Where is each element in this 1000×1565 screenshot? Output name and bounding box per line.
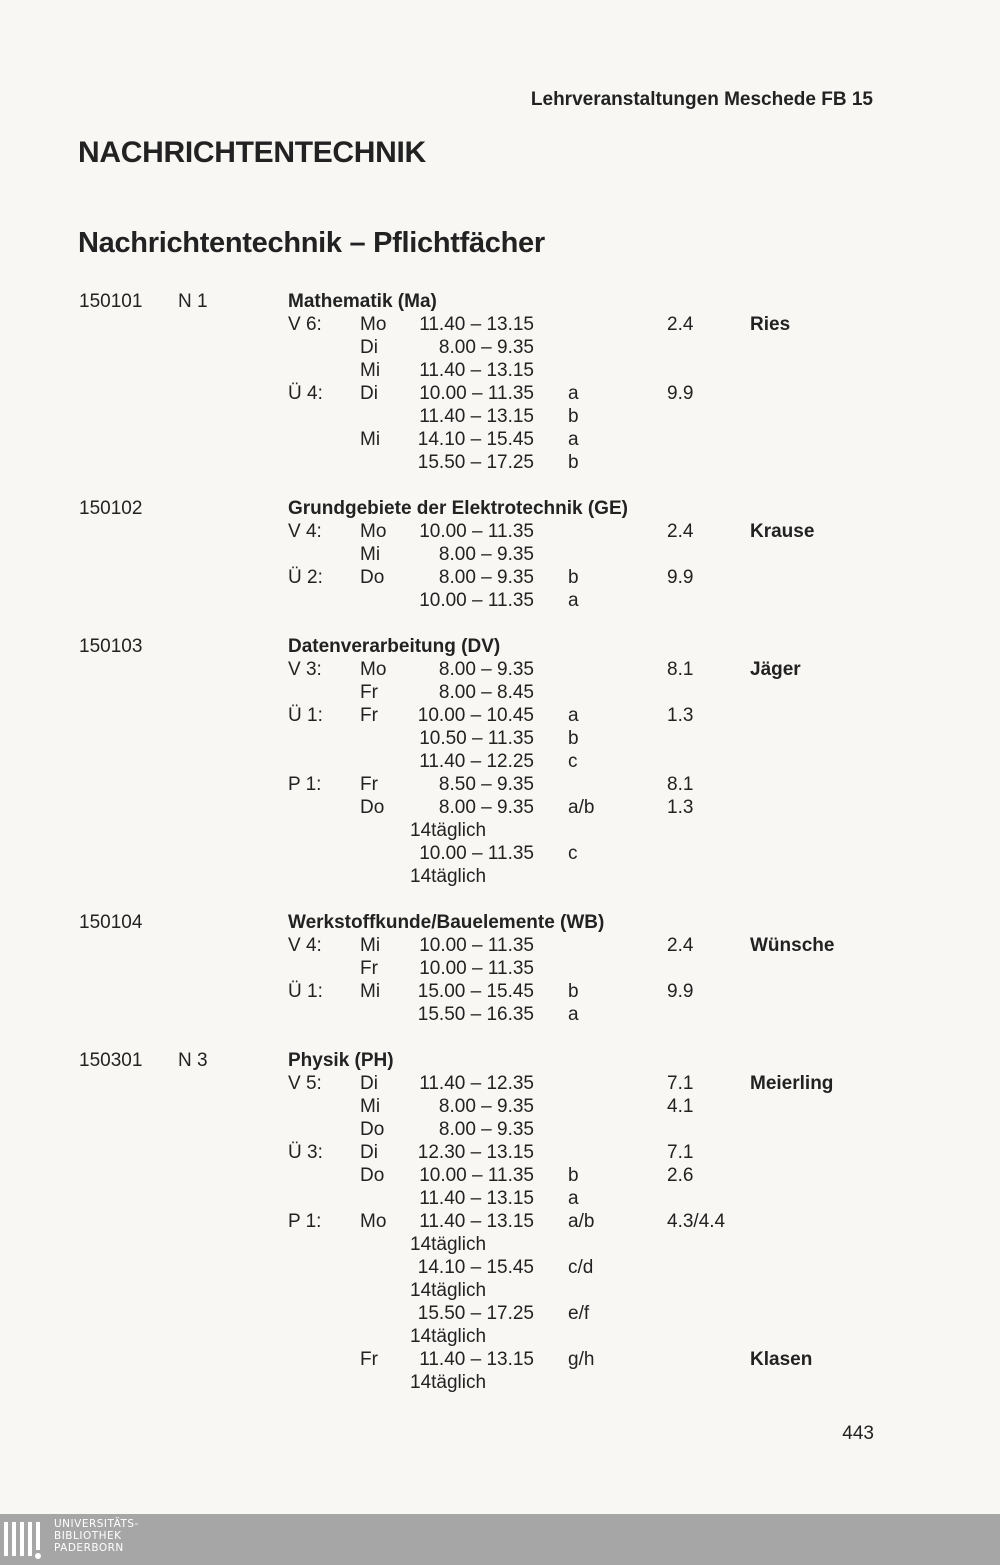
time-slot: 8.00 – 9.35 xyxy=(438,1096,534,1117)
time-slot: 15.00 – 15.45 xyxy=(417,981,534,1002)
weekday: Mo xyxy=(360,521,387,542)
time-slot: 15.50 – 17.25 xyxy=(417,452,534,473)
weekday: Di xyxy=(360,1073,378,1094)
course-number: 150101 xyxy=(79,291,143,312)
schedule-row xyxy=(0,934,1000,957)
time-slot: 14.10 – 15.45 xyxy=(417,429,534,450)
schedule-row xyxy=(0,842,1000,865)
page-number: 443 xyxy=(842,1423,874,1444)
group: c/d xyxy=(568,1257,594,1278)
time-slot: 10.00 – 11.35 xyxy=(419,843,534,864)
session-type: Ü 1: xyxy=(288,981,323,1002)
time-slot: 12.30 – 13.15 xyxy=(417,1142,534,1163)
schedule-row xyxy=(0,451,1000,474)
schedule-row xyxy=(0,681,1000,704)
time-slot: 10.00 – 11.35 xyxy=(419,1165,534,1186)
course-code: N 1 xyxy=(178,291,208,312)
room: 9.9 xyxy=(667,567,694,588)
weekday: Do xyxy=(360,567,385,588)
time-slot: 11.40 – 13.15 xyxy=(419,314,534,335)
weekday: Mi xyxy=(360,981,381,1002)
weekday: Fr xyxy=(360,958,378,979)
course-list xyxy=(0,290,1000,1394)
schedule-row xyxy=(0,1095,1000,1118)
frequency-note: 14täglich xyxy=(410,1372,487,1393)
schedule-row xyxy=(0,727,1000,750)
running-head: Lehrveranstaltungen Meschede FB 15 xyxy=(530,89,873,110)
schedule-rows xyxy=(0,290,1000,474)
library-footer xyxy=(0,1514,1000,1565)
time-slot: 14.10 – 15.45 xyxy=(417,1257,534,1278)
time-slot: 11.40 – 13.15 xyxy=(419,1211,534,1232)
weekday: Mi xyxy=(360,429,381,450)
lecturer: Ries xyxy=(750,314,791,335)
room: 7.1 xyxy=(667,1073,694,1094)
room: 8.1 xyxy=(667,659,694,680)
schedule-row xyxy=(0,1302,1000,1325)
schedule-row xyxy=(0,336,1000,359)
schedule-row xyxy=(0,1164,1000,1187)
frequency-note: 14täglich xyxy=(410,820,487,841)
schedule-row xyxy=(0,796,1000,819)
schedule-row xyxy=(0,1003,1000,1026)
group: a xyxy=(568,705,579,726)
schedule-row xyxy=(0,1187,1000,1210)
schedule-row xyxy=(0,313,1000,336)
time-slot: 10.50 – 11.35 xyxy=(419,728,534,749)
group: b xyxy=(568,981,579,1002)
schedule-row xyxy=(0,1072,1000,1095)
time-slot: 10.00 – 11.35 xyxy=(419,383,534,404)
course-title: Grundgebiete der Elektrotechnik (GE) xyxy=(288,498,628,519)
group: b xyxy=(568,406,579,427)
time-slot: 8.00 – 9.35 xyxy=(438,1119,534,1140)
time-slot: 11.40 – 12.25 xyxy=(419,751,534,772)
time-slot: 8.00 – 9.35 xyxy=(438,337,534,358)
schedule-row xyxy=(0,980,1000,1003)
schedule-row xyxy=(0,1279,1000,1302)
session-type: Ü 4: xyxy=(288,383,323,404)
time-slot: 10.00 – 11.35 xyxy=(419,521,534,542)
weekday: Do xyxy=(360,1119,385,1140)
session-type: V 4: xyxy=(288,521,322,542)
schedule-row xyxy=(0,520,1000,543)
schedule-row xyxy=(0,1325,1000,1348)
group: a xyxy=(568,590,579,611)
group: a xyxy=(568,429,579,450)
course-150101 xyxy=(0,290,1000,474)
group: a/b xyxy=(568,797,595,818)
weekday: Mi xyxy=(360,1096,381,1117)
weekday: Fr xyxy=(360,682,378,703)
time-slot: 8.00 – 8.45 xyxy=(438,682,534,703)
group: b xyxy=(568,1165,579,1186)
weekday: Mi xyxy=(360,544,381,565)
library-name xyxy=(54,1518,139,1554)
time-slot: 8.00 – 9.35 xyxy=(438,797,534,818)
group: b xyxy=(568,728,579,749)
frequency-note: 14täglich xyxy=(410,866,487,887)
room: 8.1 xyxy=(667,774,694,795)
schedule-row xyxy=(0,1118,1000,1141)
room: 2.4 xyxy=(667,935,694,956)
session-type: V 3: xyxy=(288,659,322,680)
group: c xyxy=(568,751,578,772)
schedule-row xyxy=(0,1233,1000,1256)
frequency-note: 14täglich xyxy=(410,1326,487,1347)
weekday: Di xyxy=(360,337,378,358)
schedule-row xyxy=(0,1256,1000,1279)
time-slot: 11.40 – 13.15 xyxy=(419,1349,534,1370)
schedule-row xyxy=(0,1371,1000,1394)
room: 7.1 xyxy=(667,1142,694,1163)
schedule-row xyxy=(0,1141,1000,1164)
weekday: Mo xyxy=(360,314,387,335)
section-title: NACHRICHTENTECHNIK xyxy=(78,136,426,169)
course-number: 150103 xyxy=(79,636,143,657)
course-title: Mathematik (Ma) xyxy=(288,291,437,312)
session-type: Ü 1: xyxy=(288,705,323,726)
schedule-row xyxy=(0,704,1000,727)
course-title: Datenverarbeitung (DV) xyxy=(288,636,501,657)
schedule-row xyxy=(0,658,1000,681)
schedule-rows xyxy=(0,1049,1000,1394)
time-slot: 15.50 – 16.35 xyxy=(417,1004,534,1025)
room: 9.9 xyxy=(667,981,694,1002)
schedule-row xyxy=(0,405,1000,428)
weekday: Do xyxy=(360,1165,385,1186)
course-number: 150104 xyxy=(79,912,143,933)
time-slot: 8.00 – 9.35 xyxy=(438,544,534,565)
weekday: Fr xyxy=(360,774,378,795)
library-line: UNIVERSITÄTS- xyxy=(54,1518,139,1530)
course-number: 150102 xyxy=(79,498,143,519)
time-slot: 10.00 – 11.35 xyxy=(419,590,534,611)
group: a/b xyxy=(568,1211,595,1232)
time-slot: 10.00 – 11.35 xyxy=(419,958,534,979)
course-title: Physik (PH) xyxy=(288,1050,394,1071)
course-title: Werkstoffkunde/Bauelemente (WB) xyxy=(288,912,605,933)
time-slot: 8.50 – 9.35 xyxy=(438,774,534,795)
time-slot: 11.40 – 13.15 xyxy=(419,406,534,427)
weekday: Do xyxy=(360,797,385,818)
schedule-row xyxy=(0,1210,1000,1233)
library-line: BIBLIOTHEK xyxy=(54,1530,122,1542)
course-150103 xyxy=(0,635,1000,888)
group: a xyxy=(568,1004,579,1025)
session-type: P 1: xyxy=(288,774,322,795)
schedule-row xyxy=(0,773,1000,796)
group: b xyxy=(568,567,579,588)
weekday: Fr xyxy=(360,1349,378,1370)
room: 9.9 xyxy=(667,383,694,404)
lecturer: Jäger xyxy=(750,659,801,680)
lecturer: Meierling xyxy=(750,1073,834,1094)
time-slot: 11.40 – 13.15 xyxy=(419,360,534,381)
course-150102 xyxy=(0,497,1000,612)
lecturer: Krause xyxy=(750,521,815,542)
schedule-row xyxy=(0,865,1000,888)
frequency-note: 14täglich xyxy=(410,1234,487,1255)
room: 2.4 xyxy=(667,521,694,542)
session-type: V 4: xyxy=(288,935,322,956)
time-slot: 11.40 – 13.15 xyxy=(419,1188,534,1209)
course-150301 xyxy=(0,1049,1000,1394)
weekday: Fr xyxy=(360,705,378,726)
lecturer: Wünsche xyxy=(750,935,835,956)
schedule-row xyxy=(0,957,1000,980)
schedule-rows xyxy=(0,635,1000,888)
schedule-row xyxy=(0,819,1000,842)
weekday: Mo xyxy=(360,1211,387,1232)
weekday: Mi xyxy=(360,360,381,381)
course-code: N 3 xyxy=(178,1050,208,1071)
schedule-row xyxy=(0,382,1000,405)
group: e/f xyxy=(568,1303,590,1324)
time-slot: 10.00 – 10.45 xyxy=(417,705,534,726)
group: c xyxy=(568,843,578,864)
session-type: V 5: xyxy=(288,1073,322,1094)
schedule-row xyxy=(0,428,1000,451)
time-slot: 15.50 – 17.25 xyxy=(417,1303,534,1324)
session-type: Ü 2: xyxy=(288,567,323,588)
session-type: V 6: xyxy=(288,314,322,335)
group: g/h xyxy=(568,1349,595,1370)
schedule-row xyxy=(0,750,1000,773)
university-library-logo-icon xyxy=(2,1518,48,1562)
weekday: Mo xyxy=(360,659,387,680)
time-slot: 8.00 – 9.35 xyxy=(438,659,534,680)
weekday: Di xyxy=(360,1142,378,1163)
group: a xyxy=(568,1188,579,1209)
time-slot: 8.00 – 9.35 xyxy=(438,567,534,588)
schedule-row xyxy=(0,359,1000,382)
group: b xyxy=(568,452,579,473)
weekday: Di xyxy=(360,383,378,404)
library-line: PADERBORN xyxy=(54,1542,124,1554)
room: 1.3 xyxy=(667,797,694,818)
frequency-note: 14täglich xyxy=(410,1280,487,1301)
time-slot: 10.00 – 11.35 xyxy=(419,935,534,956)
room: 4.3/4.4 xyxy=(667,1211,726,1232)
room: 1.3 xyxy=(667,705,694,726)
lecturer: Klasen xyxy=(750,1349,813,1370)
room: 2.6 xyxy=(667,1165,694,1186)
room: 4.1 xyxy=(667,1096,694,1117)
group: a xyxy=(568,383,579,404)
session-type: Ü 3: xyxy=(288,1142,323,1163)
schedule-row xyxy=(0,566,1000,589)
schedule-row xyxy=(0,543,1000,566)
session-type: P 1: xyxy=(288,1211,322,1232)
weekday: Mi xyxy=(360,935,381,956)
room: 2.4 xyxy=(667,314,694,335)
course-150104 xyxy=(0,911,1000,1026)
sub-title: Nachrichtentechnik – Pflichtfächer xyxy=(78,227,545,259)
time-slot: 11.40 – 12.35 xyxy=(419,1073,534,1094)
schedule-row xyxy=(0,589,1000,612)
course-number: 150301 xyxy=(79,1050,143,1071)
schedule-row xyxy=(0,1348,1000,1371)
